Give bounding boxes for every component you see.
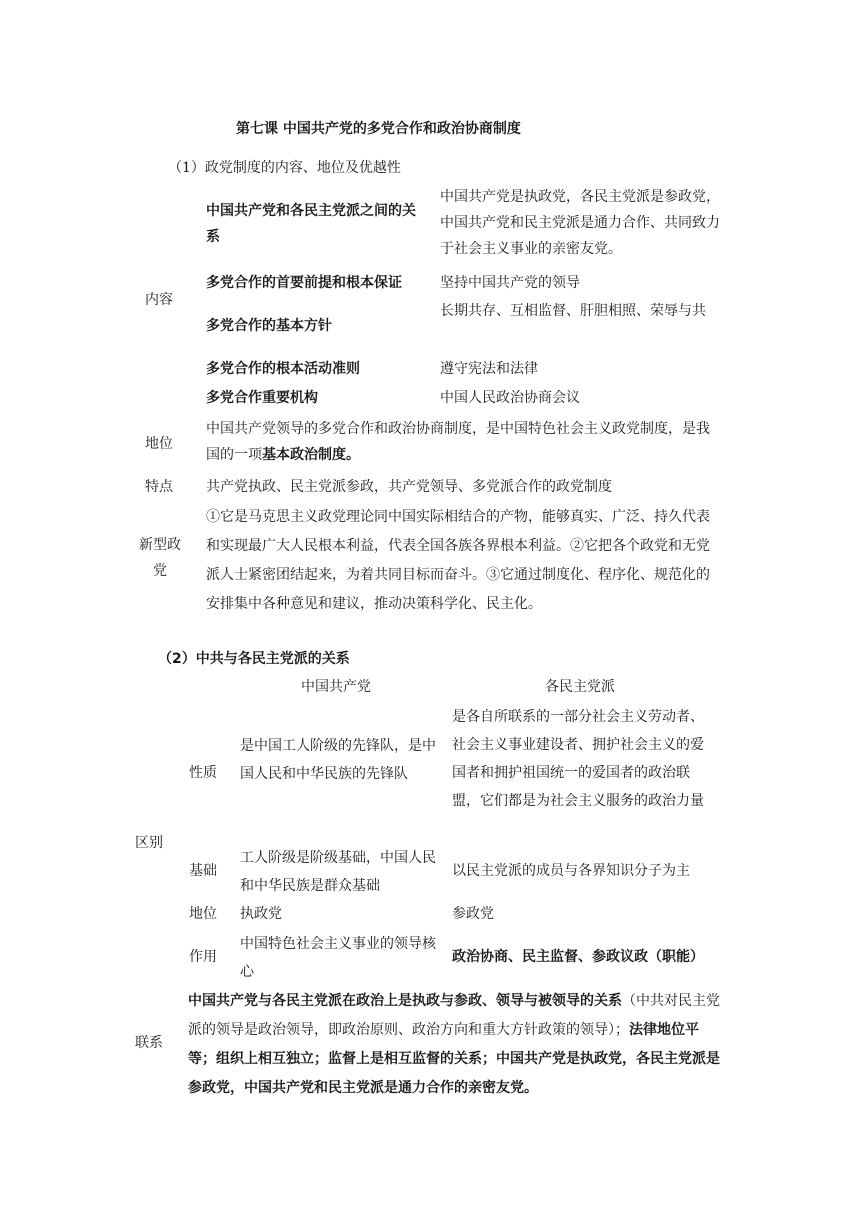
row-dp-role: 政治协商、民主监督、参政议政（职能）: [452, 949, 704, 965]
newtype-label: 新型政党: [139, 537, 181, 579]
row-dp-status: 参政党: [452, 906, 494, 922]
feature-label: 特点: [145, 479, 173, 495]
section1-heading: （1）政党制度的内容、地位及优越性: [168, 160, 401, 176]
content-value-rule: 遵守宪法和法律: [440, 361, 538, 377]
content-key-relation: 中国共产党和各民主党派之间的关系: [206, 203, 416, 245]
link-text: [188, 987, 720, 1103]
link-text-bold-2: 法律地位平等；组织上相互独立；监督上是相互监督的关系；中国共产党是执政党，各民主党派是参政党，中国共产党和民主党派是通力合作的亲密友党。: [188, 1022, 720, 1096]
row-cpc-base: 工人阶级是阶级基础，中国人民和中华民族是群众基础: [240, 850, 436, 894]
content-key-policy: 多党合作的基本方针: [206, 318, 332, 334]
row-cpc-role: 中国特色社会主义事业的领导核心: [240, 936, 436, 980]
diff-label: 区别: [135, 835, 163, 851]
page-title: 第七课 中国共产党的多党合作和政治协商制度: [236, 121, 521, 137]
row-label-status: 地位: [189, 906, 217, 922]
link-text-bold-1: 中国共产党与各民主党派在政治上是执政与参政、领导与被领导的关系: [188, 993, 622, 1009]
row-label-role: 作用: [189, 949, 217, 965]
row-cpc-status: 执政党: [240, 906, 282, 922]
content-value-relation: 中国共产党是执政党，各民主党派是参政党，中国共产党和民主党派是通力合作、共同致力于社会主义事业的亲密友党。: [440, 189, 720, 257]
status-text-bold: 基本政治制度。: [262, 447, 360, 463]
col-header-dp: 各民主党派: [545, 679, 615, 695]
row-dp-base: 以民主党派的成员与各界知识分子为主: [452, 863, 690, 879]
content-key-organ: 多党合作重要机构: [206, 390, 318, 406]
status-text: 中国共产党领导的多党合作和政治协商制度，是中国特色社会主义政党制度，是我国的一项基本政治制度。: [206, 421, 710, 463]
newtype-text: ①它是马克思主义政党理论同中国实际相结合的产物，能够真实、广泛、持久代表和实现最广大人民根本利益，代表全国各族各界根本利益。②它把各个政党和无党派人士紧密团结起来，为着共同目标而奋斗。③它通过制度化、程序化、规范化的安排集中各种意见和建议，推动决策科学化、民主化。: [206, 509, 710, 612]
content-key-premise: 多党合作的首要前提和根本保证: [206, 275, 402, 291]
row-label-nature: 性质: [189, 765, 217, 781]
link-label: 联系: [135, 1035, 163, 1051]
section2-heading: （2）中共与各民主党派的关系: [158, 651, 350, 667]
row-label-base: 基础: [189, 863, 217, 879]
col-header-cpc: 中国共产党: [301, 679, 371, 695]
row-dp-nature: 是各自所联系的一部分社会主义劳动者、社会主义事业建设者、拥护社会主义的爱国者和拥护祖国统一的爱国者的政治联盟，它们都是为社会主义服务的政治力量: [452, 709, 704, 809]
feature-text: 共产党执政、民主党派参政，共产党领导、多党派合作的政党制度: [206, 479, 612, 495]
row-cpc-nature: 是中国工人阶级的先锋队，是中国人民和中华民族的先锋队: [240, 738, 436, 782]
content-value-premise: 坚持中国共产党的领导: [440, 275, 580, 291]
content-value-organ: 中国人民政治协商会议: [440, 390, 580, 406]
content-value-policy: 长期共存、互相监督、肝胆相照、荣辱与共: [440, 303, 706, 319]
link-text-normal: （中共对民主党派的领导是政治领导，即政治原则、政治方向和重大方针政策的领导）；: [188, 993, 720, 1038]
content-key-rule: 多党合作的根本活动准则: [206, 361, 360, 377]
status-label: 地位: [145, 436, 173, 452]
content-label: 内容: [145, 292, 173, 308]
